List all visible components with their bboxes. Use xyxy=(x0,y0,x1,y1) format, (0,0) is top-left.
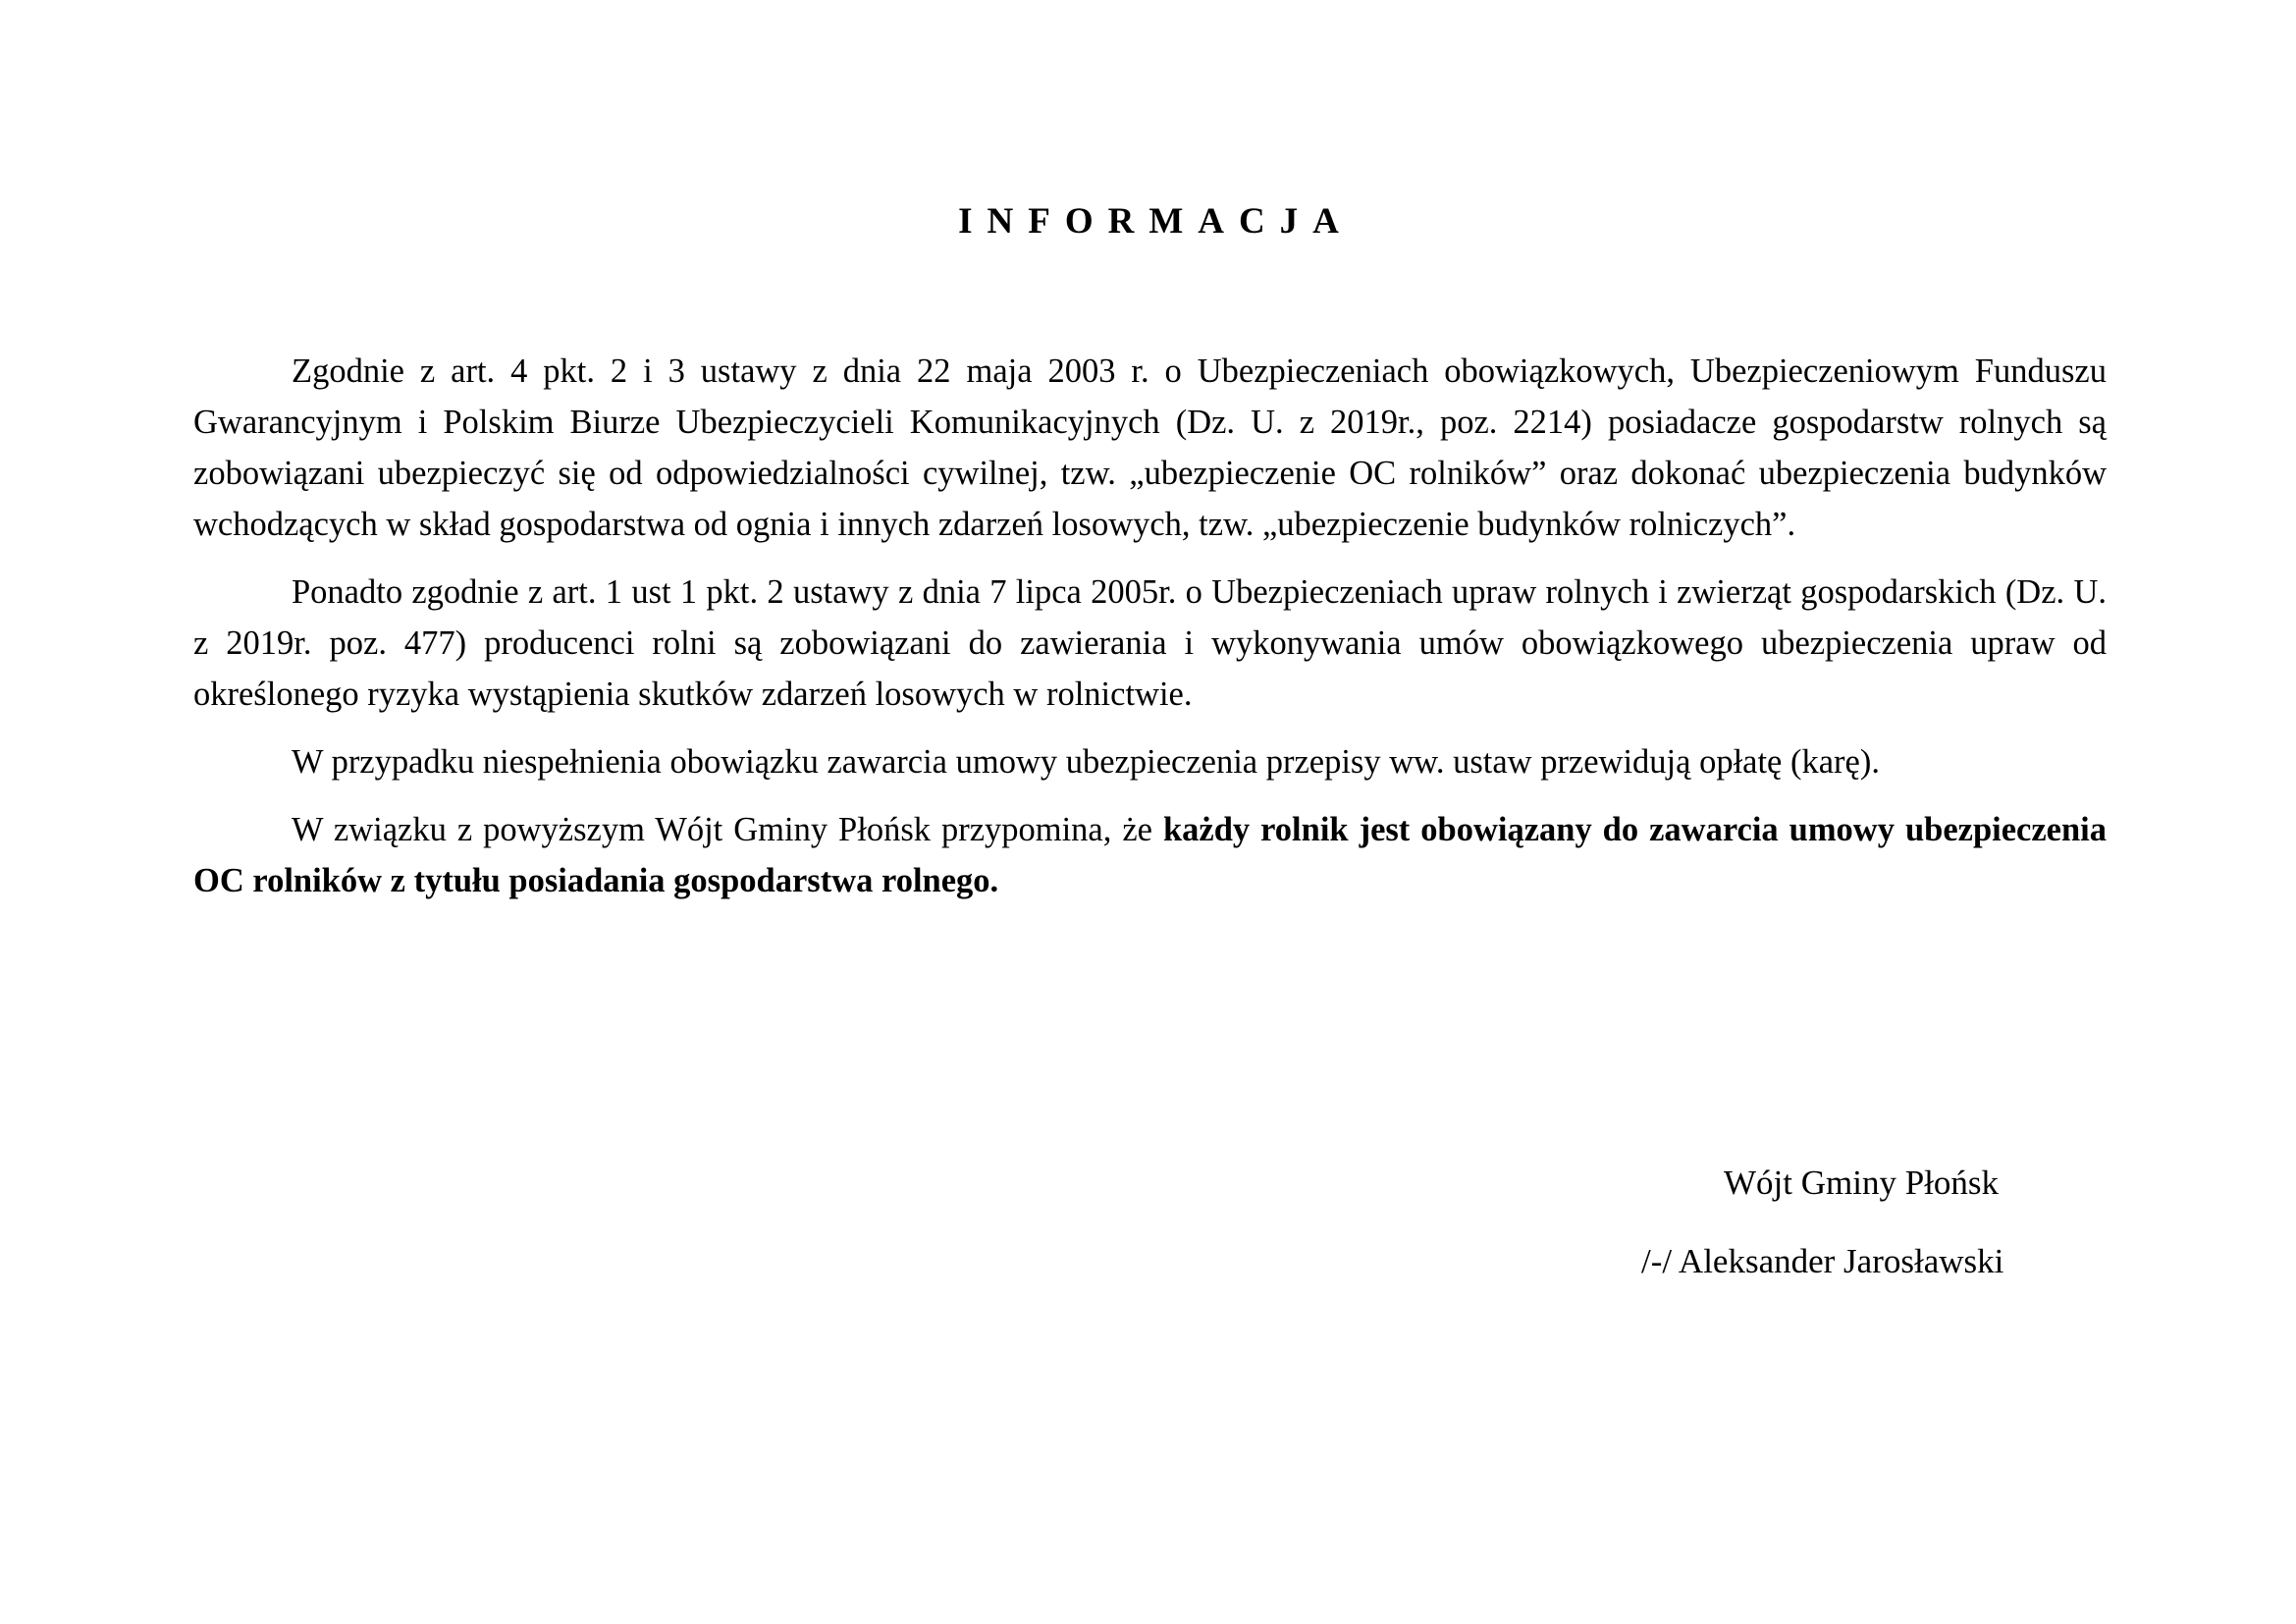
reminder-text: W związku z powyższym Wójt Gminy Płońsk przypomina, że xyxy=(292,811,1163,848)
paragraph-oc-insurance-obligation: Zgodnie z art. 4 pkt. 2 i 3 ustawy z dnia 22 maja 2003 r. o Ubezpieczeniach obowiązkowych, Ubezpieczeniowym Funduszu Gwarancyjnym i Polskim Biurze Ubezpieczycieli Komunikacyjnych (Dz. U. z 2019r., poz. 2214) posiadacze gospodarstw rolnych są zobowiązani ubezpieczyć się od odpowiedzialności cywilnej, tzw. „ubezpieczenie OC rolników” oraz dokonać ubezpieczenia budynków wchodzących w skład gospodarstwa od ognia i innych zdarzeń losowych, tzw. „ubezpieczenie budynków rolniczych”. xyxy=(193,352,2107,543)
signature-name: /-/ Aleksander Jarosławski xyxy=(1641,1242,2004,1280)
paragraph-reminder xyxy=(193,804,2107,906)
signature-role: Wójt Gminy Płońsk xyxy=(1724,1164,2000,1202)
paragraph-crop-insurance-obligation: Ponadto zgodnie z art. 1 ust 1 pkt. 2 ustawy z dnia 7 lipca 2005r. o Ubezpieczeniach upraw rolnych i zwierząt gospodarskich (Dz. U. z 2019r. poz. 477) producenci rolni są zobowiązani do zawierania i wykonywania umów obowiązkowego ubezpieczenia upraw od określonego ryzyka wystąpienia skutków zdarzeń losowych w rolnictwie. xyxy=(193,573,2107,713)
document-body xyxy=(193,346,2107,923)
document-title: INFORMACJA xyxy=(958,201,1354,242)
paragraph-penalty-notice: W przypadku niespełnienia obowiązku zawarcia umowy ubezpieczenia przepisy ww. ustaw przewidują opłatę (karę). xyxy=(292,743,1880,781)
reminder-bold-text: każdy rolnik jest obowiązany do zawarcia umowy ubezpieczenia OC rolników z tytułu posiadania gospodarstwa rolnego. xyxy=(193,811,2107,899)
